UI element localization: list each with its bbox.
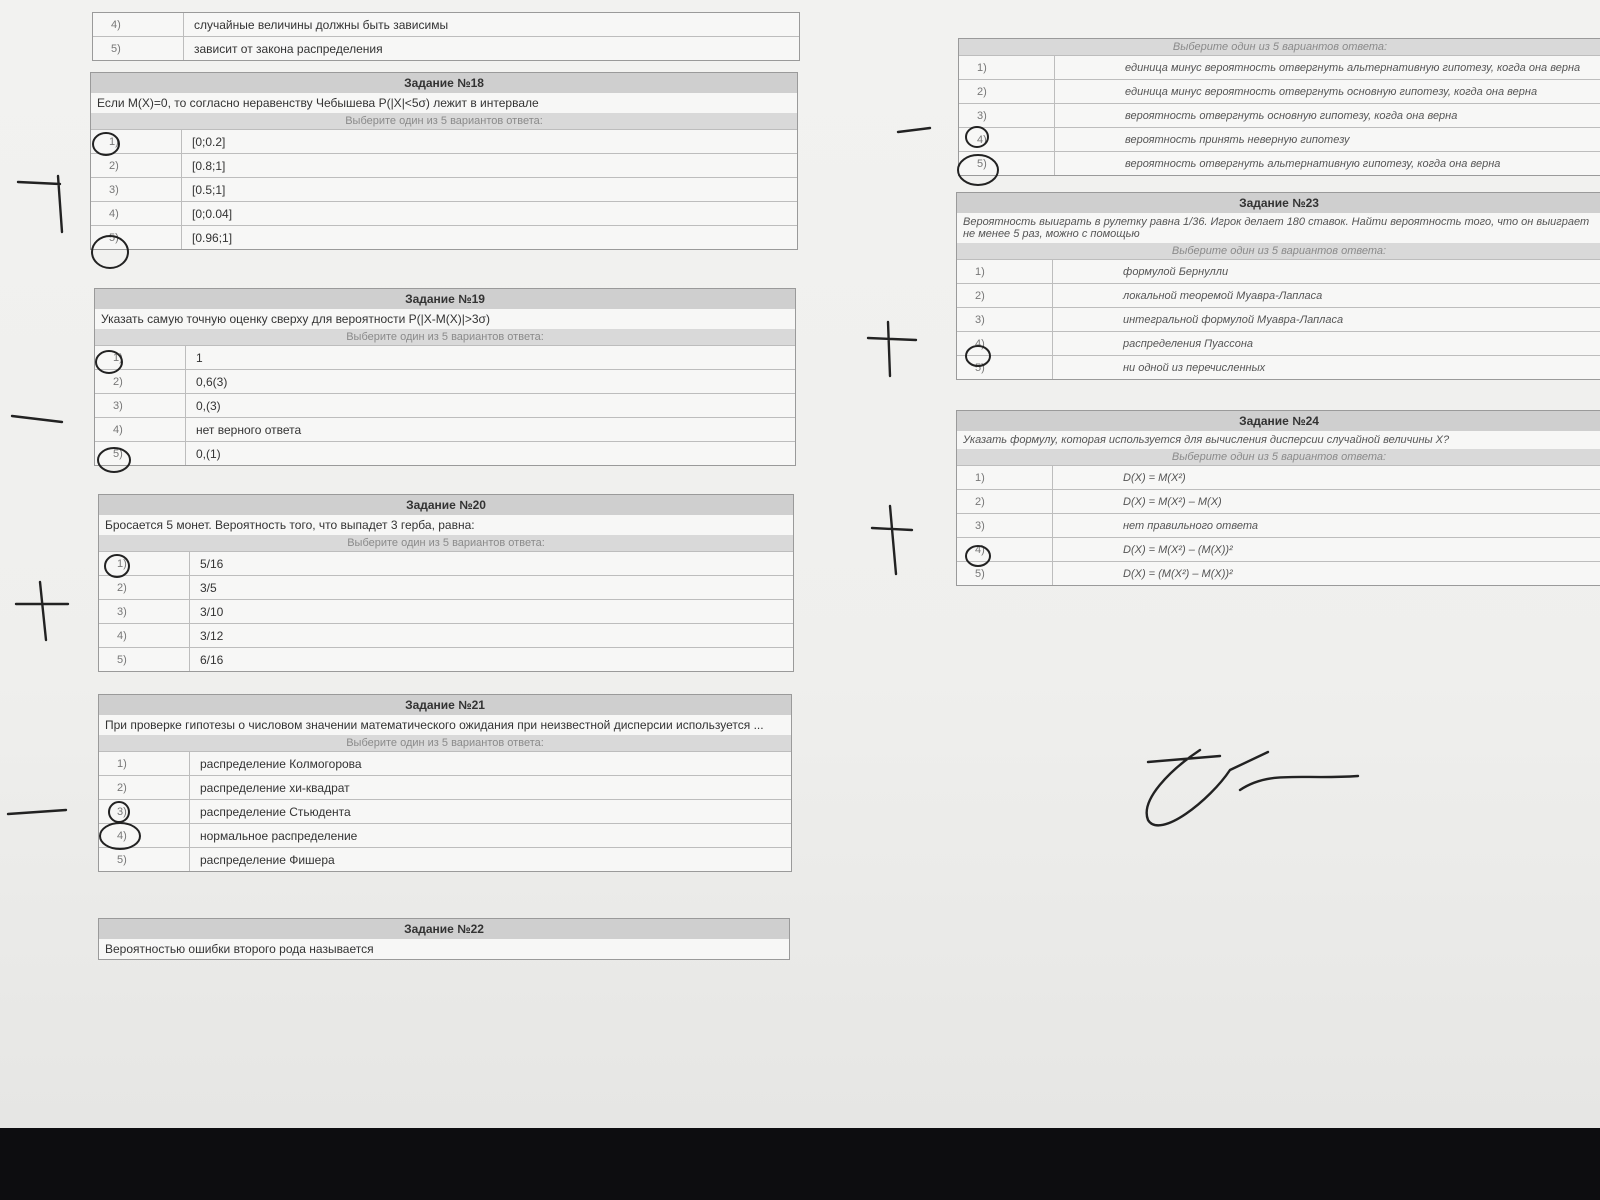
option-text: [0;0.04] (181, 202, 232, 225)
option-text: случайные величины должны быть зависимы (183, 13, 448, 36)
task-17-fragment (92, 12, 800, 61)
option-number: 1) (113, 351, 123, 364)
task-title: Задание №22 (99, 919, 789, 939)
option-text: зависит от закона распределения (183, 37, 383, 60)
option-text: интегральной формулой Муавра-Лапласа (1052, 308, 1343, 331)
option-number: 2) (109, 159, 119, 172)
option-number: 1) (977, 61, 987, 74)
option-number: 1) (109, 135, 119, 148)
option-text: D(X) = M(X²) – M(X) (1052, 490, 1222, 513)
option-row (99, 823, 791, 847)
option-text: нет верного ответа (185, 418, 301, 441)
option-number: 3) (117, 605, 127, 618)
select-hint: Выберите один из 5 вариантов ответа: (95, 329, 795, 345)
option-number: 5) (113, 447, 123, 460)
option-row (93, 13, 799, 36)
option-row (91, 201, 797, 225)
option-text: 0,6(3) (185, 370, 227, 393)
option-row (957, 561, 1600, 585)
option-number: 2) (113, 375, 123, 388)
option-row (957, 537, 1600, 561)
option-row (957, 513, 1600, 537)
task-question: Бросается 5 монет. Вероятность того, что выпадет 3 герба, равна: (105, 518, 475, 532)
option-number: 3) (975, 519, 985, 532)
option-text: формулой Бернулли (1052, 260, 1228, 283)
option-text: [0.96;1] (181, 226, 232, 249)
option-row (99, 799, 791, 823)
option-text: вероятность отвергнуть основную гипотезу, когда она верна (1054, 104, 1457, 127)
option-number: 4) (109, 207, 119, 220)
option-row (99, 575, 793, 599)
option-row (95, 393, 795, 417)
option-number: 4) (975, 543, 985, 556)
task-question: При проверке гипотезы о числовом значении математического ожидания при неизвестной дисперсии используется ... (105, 718, 764, 732)
option-row (99, 751, 791, 775)
option-row (99, 599, 793, 623)
task-21 (98, 694, 792, 872)
option-number: 3) (977, 109, 987, 122)
option-number: 3) (113, 399, 123, 412)
option-text: 5/16 (189, 552, 223, 575)
option-number: 1) (117, 757, 127, 770)
option-text: [0;0.2] (181, 130, 225, 153)
option-row (91, 129, 797, 153)
option-number: 4) (117, 829, 127, 842)
option-text: [0.5;1] (181, 178, 225, 201)
task-23 (956, 192, 1600, 380)
task-title: Задание №21 (99, 695, 791, 715)
option-number: 5) (117, 853, 127, 866)
option-row (99, 647, 793, 671)
option-text: 6/16 (189, 648, 223, 671)
option-text: D(X) = M(X²) – (M(X))² (1052, 538, 1233, 561)
option-text: локальной теоремой Муавра-Лапласа (1052, 284, 1322, 307)
task-24 (956, 410, 1600, 586)
option-row (91, 177, 797, 201)
task-22 (98, 918, 790, 960)
option-number: 1) (975, 471, 985, 484)
option-text: нет правильного ответа (1052, 514, 1258, 537)
option-text: ни одной из перечисленных (1052, 356, 1265, 379)
task-question: Указать формулу, которая используется для вычисления дисперсии случайной величины X? (963, 434, 1450, 446)
option-number: 2) (117, 781, 127, 794)
option-row (957, 489, 1600, 513)
option-text: распределение хи-квадрат (189, 776, 350, 799)
option-text: вероятность отвергнуть альтернативную гипотезу, когда она верна (1054, 152, 1500, 175)
option-row (959, 127, 1600, 151)
option-row (99, 847, 791, 871)
option-row (91, 225, 797, 249)
option-row (959, 55, 1600, 79)
option-row (957, 331, 1600, 355)
option-text: 0,(3) (185, 394, 221, 417)
task-20 (98, 494, 794, 672)
option-row (91, 153, 797, 177)
option-number: 5) (975, 361, 985, 374)
option-text: единица минус вероятность отвергнуть основную гипотезу, когда она верна (1054, 80, 1537, 103)
option-row (959, 103, 1600, 127)
select-hint: Выберите один из 5 вариантов ответа: (99, 535, 793, 551)
task-19 (94, 288, 796, 466)
task-title: Задание №20 (99, 495, 793, 515)
option-number: 4) (113, 423, 123, 436)
select-hint: Выберите один из 5 вариантов ответа: (957, 243, 1600, 259)
option-text: 3/5 (189, 576, 217, 599)
option-row (95, 441, 795, 465)
option-row (959, 151, 1600, 175)
option-number: 2) (117, 581, 127, 594)
task-title: Задание №24 (957, 411, 1600, 431)
option-number: 3) (117, 805, 127, 818)
task-question: Вероятностью ошибки второго рода называется (105, 942, 374, 956)
task-question: Вероятность выиграть в рулетку равна 1/36. Игрок делает 180 ставок. Найти вероятность того, что он выиграет не менее 5 раз, можно с помощью (963, 216, 1590, 240)
option-number: 5) (117, 653, 127, 666)
option-text: [0.8;1] (181, 154, 225, 177)
option-number: 4) (117, 629, 127, 642)
option-text: распределения Пуассона (1052, 332, 1253, 355)
option-row (95, 369, 795, 393)
option-number: 5) (977, 157, 987, 170)
option-number: 3) (109, 183, 119, 196)
option-text: 1 (185, 346, 203, 369)
option-text: распределение Колмогорова (189, 752, 362, 775)
task-title: Задание №23 (957, 193, 1600, 213)
option-row (99, 775, 791, 799)
option-text: распределение Стьюдента (189, 800, 351, 823)
task-22-options (958, 38, 1600, 176)
task-title: Задание №19 (95, 289, 795, 309)
option-row (957, 259, 1600, 283)
option-number: 4) (111, 18, 121, 31)
option-number: 5) (109, 231, 119, 244)
option-number: 5) (111, 42, 121, 55)
option-number: 4) (977, 133, 987, 146)
option-row (95, 417, 795, 441)
option-number: 2) (975, 495, 985, 508)
select-hint: Выберите один из 5 вариантов ответа: (91, 113, 797, 129)
select-hint: Выберите один из 5 вариантов ответа: (959, 39, 1600, 55)
dark-background (0, 1128, 1600, 1200)
option-text: 0,(1) (185, 442, 221, 465)
option-row (95, 345, 795, 369)
option-row (957, 283, 1600, 307)
option-row (957, 355, 1600, 379)
option-text: 3/12 (189, 624, 223, 647)
task-title: Задание №18 (91, 73, 797, 93)
option-row (99, 551, 793, 575)
task-18 (90, 72, 798, 250)
option-row (957, 465, 1600, 489)
option-row (99, 623, 793, 647)
option-text: 3/10 (189, 600, 223, 623)
select-hint: Выберите один из 5 вариантов ответа: (99, 735, 791, 751)
option-number: 1) (117, 557, 127, 570)
option-number: 2) (975, 289, 985, 302)
option-text: нормальное распределение (189, 824, 357, 847)
option-row (93, 36, 799, 60)
option-number: 4) (975, 337, 985, 350)
option-row (957, 307, 1600, 331)
option-number: 5) (975, 567, 985, 580)
option-text: распределение Фишера (189, 848, 335, 871)
task-question: Если M(X)=0, то согласно неравенству Чебышева P(|X|<5σ) лежит в интервале (97, 96, 539, 110)
option-text: D(X) = (M(X²) – M(X))² (1052, 562, 1233, 585)
option-text: единица минус вероятность отвергнуть альтернативную гипотезу, когда она верна (1054, 56, 1580, 79)
option-text: вероятность принять неверную гипотезу (1054, 128, 1349, 151)
option-number: 3) (975, 313, 985, 326)
task-question: Указать самую точную оценку сверху для вероятности P(|X-M(X)|>3σ) (101, 312, 490, 326)
option-number: 1) (975, 265, 985, 278)
option-text: D(X) = M(X²) (1052, 466, 1186, 489)
option-number: 2) (977, 85, 987, 98)
option-row (959, 79, 1600, 103)
select-hint: Выберите один из 5 вариантов ответа: (957, 449, 1600, 465)
